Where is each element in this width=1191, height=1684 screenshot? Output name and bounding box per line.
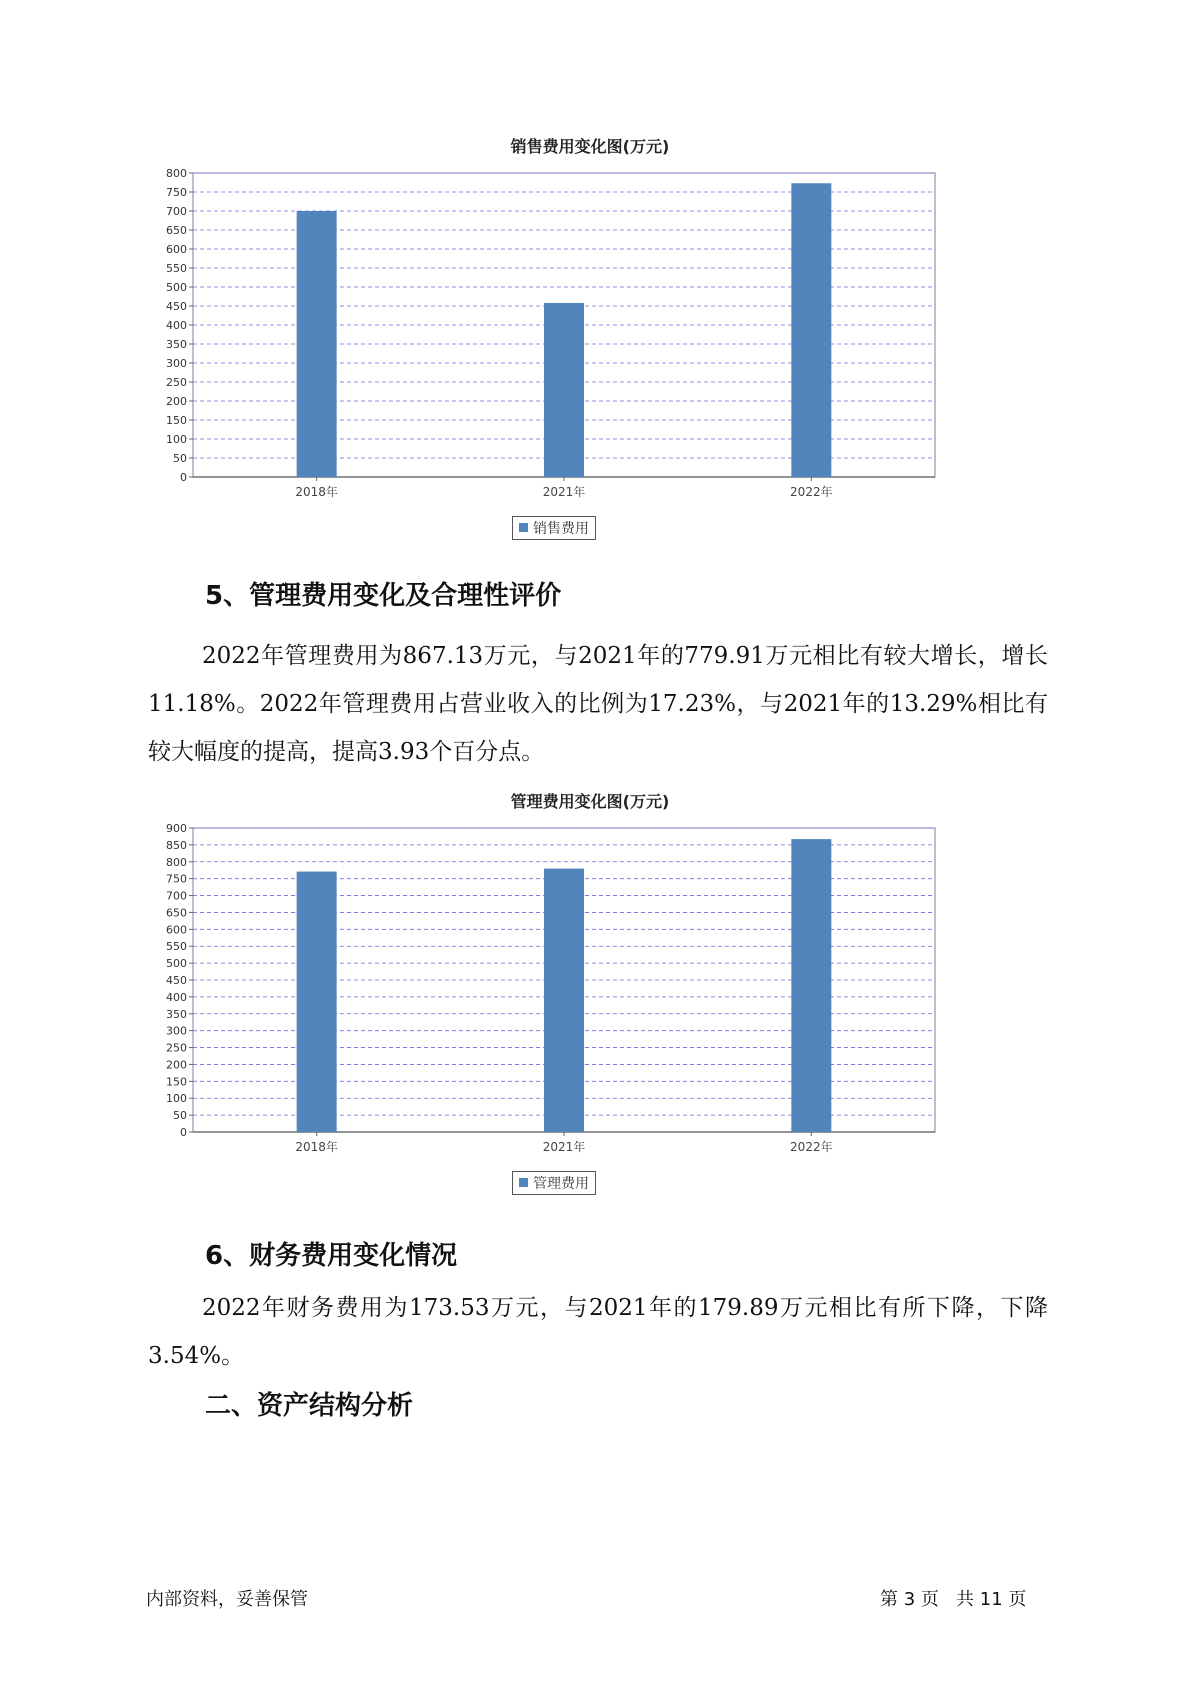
y-tick-label: 350 [166,1007,187,1021]
chart-plot [160,815,1020,1175]
y-tick-label: 650 [166,224,187,237]
bar [297,211,337,477]
y-tick-label: 150 [166,1075,187,1089]
section-heading-finance-expense: 6、财务费用变化情况 [205,1241,458,1271]
y-tick-label: 650 [166,906,187,920]
chart-legend [512,1171,596,1195]
y-tick-label: 850 [166,838,187,852]
y-tick-label: 350 [166,338,187,351]
legend-swatch [519,523,528,532]
chart-legend [512,516,596,540]
chart-plot [160,160,1020,520]
y-tick-label: 700 [166,889,187,903]
y-tick-label: 700 [166,205,187,218]
y-tick-label: 450 [166,300,187,313]
y-tick-label: 900 [166,822,187,835]
y-tick-label: 0 [180,1126,187,1139]
bar [544,303,584,477]
paragraph-finance-expense: 2022年财务费用为173.53万元，与2021年的179.89万元相比有所下降，下降3.54%。 [148,1295,1048,1369]
y-tick-label: 100 [166,1092,187,1106]
section-heading-admin-expense: 5、管理费用变化及合理性评价 [205,581,562,611]
bar [544,869,584,1132]
sales-expense-chart [160,130,1020,550]
paragraph-admin-expense: 2022年管理费用为867.13万元，与2021年的779.91万元相比有较大增长，增长11.18%。2022年管理费用占营业收入的比例为17.23%，与2021年的13.29%相比有较大幅度的提高，提高3.93个百分点。 [148,643,1048,765]
chart-title: 管理费用变化图(万元) [510,792,670,811]
y-tick-label: 0 [180,471,187,484]
y-tick-label: 200 [166,1058,187,1072]
chart-title: 销售费用变化图(万元) [510,137,670,156]
legend-label: 管理费用 [533,1176,589,1192]
bar [791,183,831,477]
x-tick-label: 2018年 [295,1140,338,1154]
y-tick-label: 750 [166,186,187,199]
footer-confidential-note: 内部资料，妥善保管 [146,1589,308,1610]
legend-swatch [519,1178,528,1187]
y-tick-label: 500 [166,957,187,971]
footer-page-number: 第 3 页 共 11 页 [880,1589,1027,1610]
y-tick-label: 100 [166,433,187,446]
y-tick-label: 250 [166,1041,187,1055]
y-tick-label: 400 [166,319,187,332]
x-tick-label: 2022年 [790,485,833,499]
bar [791,839,831,1132]
y-tick-label: 550 [166,940,187,954]
y-tick-label: 200 [166,395,187,408]
y-tick-label: 300 [166,1024,187,1038]
section-heading-asset-structure: 二、资产结构分析 [205,1391,414,1421]
y-tick-label: 150 [166,414,187,427]
x-tick-label: 2021年 [542,1140,586,1154]
y-tick-label: 50 [173,1109,187,1123]
y-tick-label: 800 [166,167,187,180]
y-tick-label: 500 [166,281,187,294]
y-tick-label: 800 [166,855,187,869]
y-tick-label: 400 [166,990,187,1004]
y-tick-label: 750 [166,872,187,886]
y-tick-label: 50 [173,452,187,465]
x-tick-label: 2022年 [790,1140,833,1154]
y-tick-label: 600 [166,243,187,256]
y-tick-label: 300 [166,357,187,370]
bar [297,872,337,1132]
y-tick-label: 450 [166,974,187,987]
x-tick-label: 2021年 [542,485,586,499]
legend-label: 销售费用 [533,521,589,537]
y-tick-label: 600 [166,923,187,937]
x-tick-label: 2018年 [295,485,338,499]
admin-expense-chart [160,785,1020,1205]
y-tick-label: 550 [166,262,187,275]
y-tick-label: 250 [166,376,187,389]
